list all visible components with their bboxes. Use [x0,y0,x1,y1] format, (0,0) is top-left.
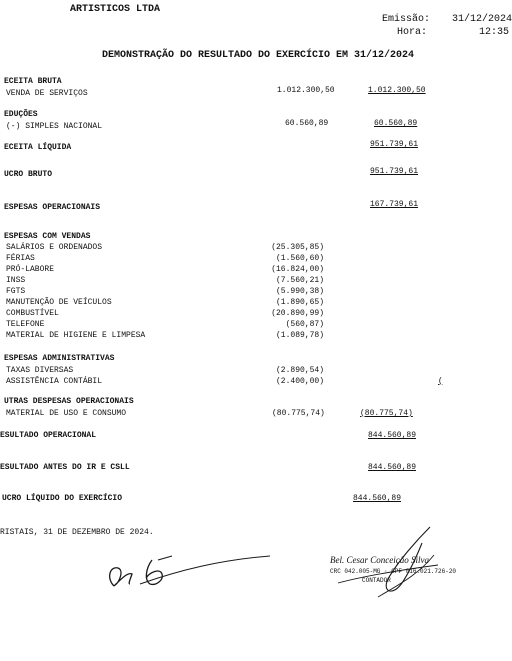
stamp-role: CONTADOR [362,577,391,584]
section-heading-despesas-adm: ESPESAS ADMINISTRATIVAS [4,354,115,363]
resultado-operacional-label: ESULTADO OPERACIONAL [0,431,97,440]
resultado-antes-ir-label: ESULTADO ANTES DO IR E CSLL [0,463,130,472]
line-label: PRÓ-LABORE [6,265,55,274]
receita-liquida-label: ECEITA LÍQUIDA [4,143,72,152]
section-total: (80.775,74) [360,409,413,418]
line-label: MATERIAL DE HIGIENE E LIMPESA [6,331,146,340]
line-value: (20.890,99) [271,309,324,318]
line-value: (1.089,78) [275,331,324,340]
line-value: (5.990,38) [275,287,324,296]
line-value: (1.890,65) [275,298,324,307]
line-value: (1.560,60) [275,254,324,263]
stamp-name: Bel. Cesar Conceição Silva [330,555,429,565]
line-label: MATERIAL DE USO E CONSUMO [6,409,127,418]
place-date: RISTAIS, 31 DE DEZEMBRO DE 2024. [0,528,154,537]
time-label: Hora: [397,27,428,38]
section-total: ( [438,377,443,386]
line-label: TAXAS DIVERSAS [6,366,74,375]
line-value: 60.560,89 [285,119,329,128]
section-heading-despesas-vendas: ESPESAS COM VENDAS [4,232,91,241]
signature-left [100,548,280,598]
line-label: FÉRIAS [6,254,35,263]
lucro-liquido-label: UCRO LÍQUIDO DO EXERCÍCIO [2,494,123,503]
resultado-antes-ir-value: 844.560,89 [368,463,417,472]
line-value: (80.775,74) [272,409,325,418]
line-value: 1.012.300,50 [277,86,335,95]
lucro-liquido-value: 844.560,89 [353,494,402,503]
receita-liquida-value: 951.739,61 [370,140,419,149]
section-heading-outras-despesas: UTRAS DESPESAS OPERACIONAIS [4,397,134,406]
line-value: (7.560,21) [275,276,324,285]
line-label: MANUTENÇÃO DE VEÍCULOS [6,298,112,307]
line-value: (2.890,54) [275,366,324,375]
line-label: SALÁRIOS E ORDENADOS [6,243,103,252]
accountant-stamp-signature [318,525,458,605]
line-label: VENDA DE SERVIÇOS [6,89,88,98]
emission-label: Emissão: [382,14,431,25]
section-total: 60.560,89 [374,119,418,128]
time-value: 12:35 [479,27,510,38]
resultado-operacional-value: 844.560,89 [368,431,417,440]
section-total: 1.012.300,50 [368,86,426,95]
section-heading-receita-bruta: ECEITA BRUTA [4,77,62,86]
line-label: (-) SIMPLES NACIONAL [6,122,103,131]
line-value: (560,87) [285,320,324,329]
emission-date: 31/12/2024 [452,14,512,25]
line-label: TELEFONE [6,320,45,329]
stamp-crc: CRC 042.005-MG · CPF 016.021.726-20 [330,568,457,575]
despesas-operacionais-value: 167.739,61 [370,200,419,209]
line-value: (2.400,00) [275,377,324,386]
lucro-bruto-label: UCRO BRUTO [4,170,53,179]
page-title: DEMONSTRAÇÃO DO RESULTADO DO EXERCÍCIO EM 31/12/2024 [102,50,415,61]
line-label: COMBUSTÍVEL [6,309,59,318]
line-label: FGTS [6,287,26,296]
section-heading-deducoes: EDUÇÕES [4,110,38,119]
company-name: ARTISTICOS LTDA [70,4,161,15]
line-label: ASSISTÊNCIA CONTÁBIL [6,377,103,386]
line-label: INSS [6,276,26,285]
despesas-operacionais-label: ESPESAS OPERACIONAIS [4,203,101,212]
line-value: (25.305,85) [271,243,324,252]
lucro-bruto-value: 951.739,61 [370,167,419,176]
line-value: (16.824,00) [271,265,324,274]
